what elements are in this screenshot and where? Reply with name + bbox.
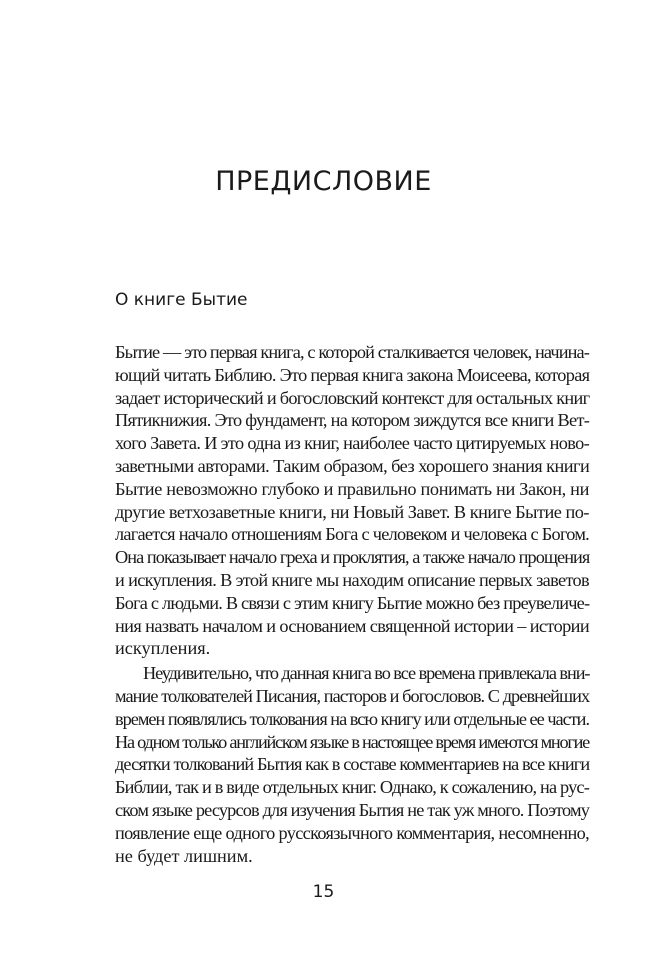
text-line: ния назвать началом и основанием священной истории – истории (115, 615, 590, 636)
text-line: Она показывает начало греха и проклятия, а также начало прощения (115, 547, 590, 568)
section-heading: О книге Бытие (115, 290, 248, 310)
text-line: задает исторический и богословский контекст для остальных книг (115, 387, 590, 408)
text-line: десятки толкований Бытия как в составе комментариев на все книги (115, 754, 590, 775)
paragraph-1 (115, 341, 589, 660)
text-line: Бытие — это первая книга, с которой сталкивается человек, начина- (115, 342, 589, 362)
text-line: и искупления. В этой книге мы находим описание первых заветов (115, 569, 589, 590)
text-line: хого Завета. И это одна из книг, наиболее часто цитируемых ново- (115, 433, 589, 454)
page-number: 15 (312, 882, 335, 902)
text-line: времен появлялись толкования на всю книгу или отдельные ее части. (115, 708, 589, 729)
text-line: Бытие невозможно глубоко и правильно понимать ни Закон, ни (115, 478, 590, 499)
text-line: Бога с людьми. В связи с этим книгу Бытие можно без преувеличе- (115, 592, 590, 613)
chapter-title: ПРЕДИСЛОВИЕ (215, 166, 432, 197)
text-line: искупления. (115, 638, 211, 659)
text-line: Пятикнижия. Это фундамент, на котором зиждутся все книги Вет- (115, 410, 590, 431)
text-line: заветными авторами. Таким образом, без хорошего знания книги (115, 455, 590, 476)
body-text (115, 341, 589, 867)
paragraph-2 (115, 662, 589, 867)
text-line: Неудивительно, что данная книга во все времена привлекала вни- (143, 663, 590, 684)
text-line: ском языке ресурсов для изучения Бытия не так уж много. Поэтому (115, 799, 589, 820)
text-line: мание толкователей Писания, пасторов и богословов. С древнейших (115, 685, 590, 706)
text-line: Библии, так и в виде отдельных книг. Однако, к сожалению, на рус- (115, 777, 589, 798)
text-line: На одном только английском языке в настоящее время имеются многие (115, 731, 590, 752)
text-line: лагается начало отношениям Бога с человеком и человека с Богом. (115, 524, 589, 545)
text-line: не будет лишним. (115, 845, 253, 866)
text-line: другие ветхозаветные книги, ни Новый Завет. В книге Бытие по- (115, 501, 589, 522)
text-line: ющий читать Библию. Это первая книга закона Моисеева, которая (115, 364, 590, 385)
text-line: появление еще одного русскоязычного комментария, несомненно, (115, 822, 589, 843)
